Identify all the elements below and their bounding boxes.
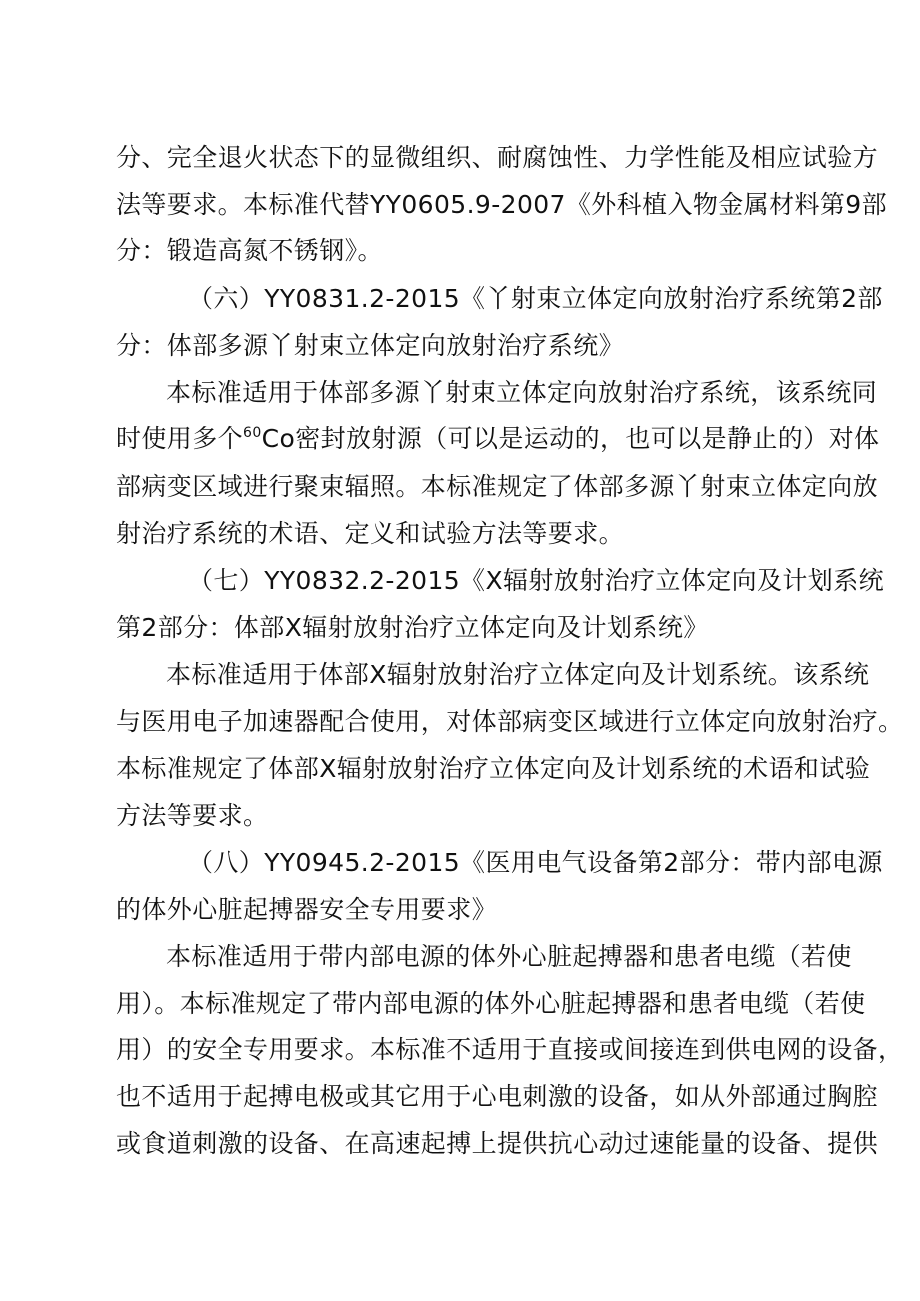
paragraph-line: 本标准适用于体部多源丫射束立体定向放射治疗系统，该系统同 [166,378,878,407]
paragraph-line-with-superscript [116,424,879,454]
paragraph-line: 法等要求。本标准代替YY0605.9-2007《外科植入物金属材料第9部 [116,190,887,219]
paragraph-line: 部病变区域进行聚束辐照。本标准规定了体部多源丫射束立体定向放 [116,472,879,501]
paragraph-line: 也不适用于起搏电极或其它用于心电刺激的设备，如从外部通过胸腔 [116,1082,879,1111]
paragraph-line: 方法等要求。 [116,801,269,830]
paragraph-line: 射治疗系统的术语、定义和试验方法等要求。 [116,519,625,548]
paragraph-line: 本标准规定了体部X辐射放射治疗立体定向及计划系统的术语和试验 [116,754,871,783]
section-heading-line: 第2部分：体部X辐射放射治疗立体定向及计划系统》 [116,613,709,642]
paragraph-line: 分：锻造高氮不锈钢》。 [116,236,383,265]
paragraph-line: 与医用电子加速器配合使用，对体部病变区域进行立体定向放射治疗。 [116,707,904,736]
isotope-superscript: 60 [243,425,262,441]
line-text: Co密封放射源（可以是运动的，也可以是静止的）对体 [261,424,880,453]
paragraph-line: 用）的安全专用要求。本标准不适用于直接或间接连到供电网的设备， [116,1035,904,1064]
section-heading-line: （六）YY0831.2-2015《丫射束立体定向放射治疗系统第2部 [188,284,883,313]
section-heading-line: （七）YY0832.2-2015《X辐射放射治疗立体定向及计划系统 [188,566,884,595]
paragraph-line: 本标准适用于体部X辐射放射治疗立体定向及计划系统。该系统 [166,660,870,689]
paragraph-line: 本标准适用于带内部电源的体外心脏起搏器和患者电缆（若使 [166,942,852,971]
section-heading-line: 分：体部多源丫射束立体定向放射治疗系统》 [116,331,625,360]
paragraph-line: 分、完全退火状态下的显微组织、耐腐蚀性、力学性能及相应试验方 [116,143,879,172]
paragraph-line: 或食道刺激的设备、在高速起搏上提供抗心动过速能量的设备、提供 [116,1129,879,1158]
line-text: 时使用多个 [116,424,244,453]
section-heading-line: （八）YY0945.2-2015《医用电气设备第2部分：带内部电源 [188,848,883,877]
section-heading-line: 的体外心脏起搏器安全专用要求》 [116,895,498,924]
paragraph-line: 用）。本标准规定了带内部电源的体外心脏起搏器和患者电缆（若使 [116,989,866,1018]
